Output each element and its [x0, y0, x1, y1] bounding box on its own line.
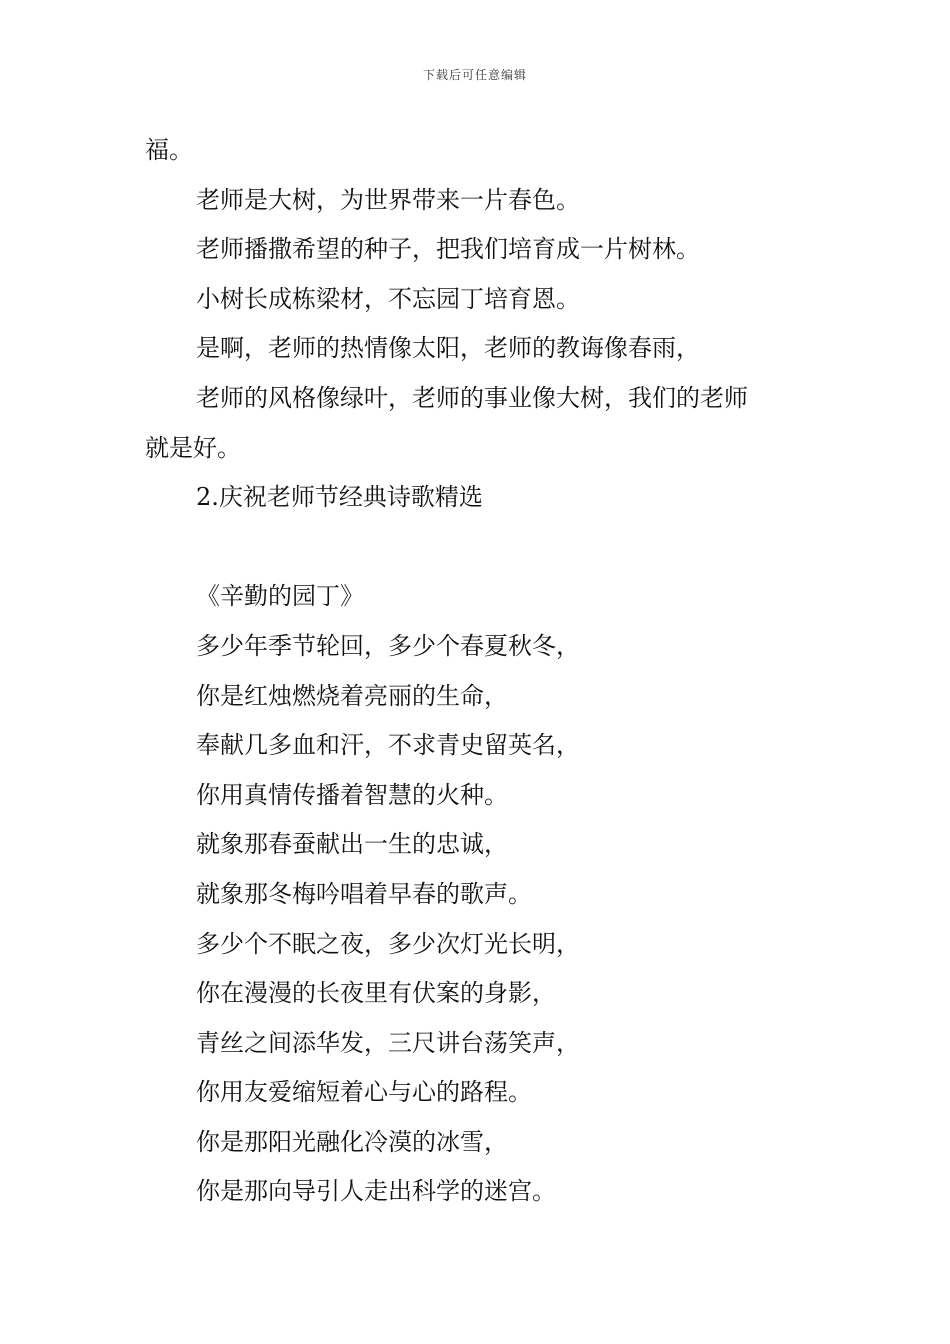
poem-line: 你是红烛燃烧着亮丽的生命， — [196, 681, 508, 710]
poem-line: 多少个不眠之夜，多少次灯光长明， — [196, 929, 580, 958]
blank-line — [145, 523, 825, 573]
poem-line: 就象那冬梅吟唱着早春的歌声。 — [196, 879, 532, 908]
poem-line: 你用友爱缩短着心与心的路程。 — [196, 1078, 532, 1107]
paragraph: 小树长成栋梁材，不忘园丁培育恩。 — [196, 284, 580, 313]
poem-title: 《辛勤的园丁》 — [196, 582, 364, 611]
paragraph-continuation: 就是好。 — [145, 433, 241, 462]
document-body — [145, 126, 825, 1217]
paragraph: 老师的风格像绿叶，老师的事业像大树，我们的老师 — [196, 383, 748, 412]
paragraph: 老师是大树，为世界带来一片春色。 — [196, 185, 580, 214]
section-heading: 2.庆祝老师节经典诗歌精选 — [196, 483, 483, 512]
paragraph: 老师播撒希望的种子，把我们培育成一片树林。 — [196, 235, 700, 264]
poem-line: 奉献几多血和汗，不求青史留英名， — [196, 731, 580, 760]
paragraph-continuation: 福。 — [145, 136, 193, 164]
poem-line: 青丝之间添华发，三尺讲台荡笑声， — [196, 1028, 580, 1057]
poem-line: 你用真情传播着智慧的火种。 — [196, 780, 508, 809]
poem-line: 就象那春蚕献出一生的忠诚， — [196, 830, 508, 859]
poem-line: 你是那阳光融化冷漠的冰雪， — [196, 1127, 508, 1156]
poem-line: 多少年季节轮回，多少个春夏秋冬， — [196, 631, 580, 660]
poem-line: 你在漫漫的长夜里有伏案的身影， — [196, 979, 556, 1008]
paragraph: 是啊，老师的热情像太阳，老师的教诲像春雨， — [196, 334, 700, 363]
poem-line: 你是那向导引人走出科学的迷宫。 — [196, 1177, 556, 1206]
page-header: 下载后可任意编辑 — [422, 68, 527, 82]
